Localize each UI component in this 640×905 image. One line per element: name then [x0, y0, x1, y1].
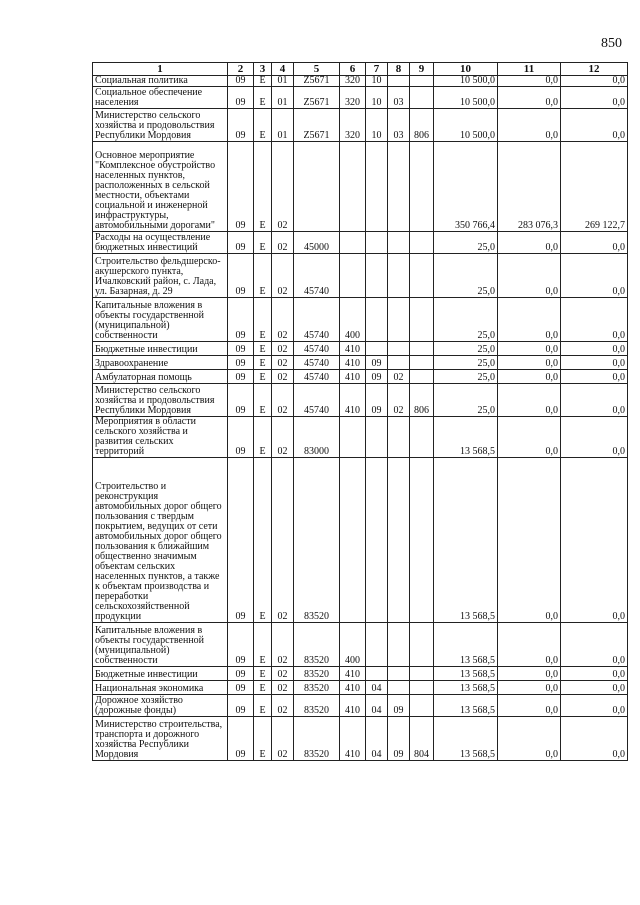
value-cell	[388, 298, 410, 342]
value-cell	[410, 458, 434, 623]
value-cell: 13 568,5	[434, 458, 498, 623]
value-cell: 0,0	[561, 356, 628, 370]
column-header: 9	[410, 63, 434, 76]
value-cell: 25,0	[434, 298, 498, 342]
table-row	[93, 109, 628, 142]
value-cell: 10 500,0	[434, 76, 498, 87]
value-cell: 0,0	[561, 384, 628, 417]
value-cell: 04	[366, 681, 388, 695]
value-cell	[366, 417, 388, 458]
row-name-cell: Бюджетные инвестиции	[93, 342, 228, 356]
value-cell: 45740	[294, 298, 340, 342]
value-cell: Е	[254, 458, 272, 623]
value-cell	[410, 232, 434, 254]
value-cell: 01	[272, 109, 294, 142]
value-cell: 320	[340, 87, 366, 109]
value-cell: 25,0	[434, 232, 498, 254]
value-cell	[366, 623, 388, 667]
value-cell: Е	[254, 109, 272, 142]
value-cell	[410, 370, 434, 384]
value-cell: 400	[340, 298, 366, 342]
value-cell	[340, 232, 366, 254]
value-cell: Z5671	[294, 87, 340, 109]
row-name-cell: Национальная экономика	[93, 681, 228, 695]
value-cell	[410, 142, 434, 232]
value-cell: 400	[340, 623, 366, 667]
value-cell	[388, 667, 410, 681]
value-cell: 0,0	[498, 370, 561, 384]
value-cell: 0,0	[498, 356, 561, 370]
row-name-cell: Здравоохранение	[93, 356, 228, 370]
value-cell: 0,0	[498, 87, 561, 109]
value-cell: 45740	[294, 254, 340, 298]
value-cell: 0,0	[561, 232, 628, 254]
value-cell: 320	[340, 109, 366, 142]
value-cell: 02	[272, 298, 294, 342]
column-header: 5	[294, 63, 340, 76]
value-cell: 410	[340, 681, 366, 695]
value-cell: 0,0	[561, 681, 628, 695]
value-cell: 03	[388, 109, 410, 142]
table-row	[93, 384, 628, 417]
value-cell: 83520	[294, 458, 340, 623]
value-cell: 25,0	[434, 254, 498, 298]
value-cell: 09	[228, 254, 254, 298]
value-cell	[388, 142, 410, 232]
value-cell: 02	[388, 370, 410, 384]
value-cell: 02	[272, 370, 294, 384]
value-cell: 09	[366, 384, 388, 417]
column-header: 8	[388, 63, 410, 76]
value-cell: 10	[366, 87, 388, 109]
value-cell: 02	[272, 342, 294, 356]
value-cell: 0,0	[498, 623, 561, 667]
table-body	[93, 76, 628, 761]
value-cell: 83520	[294, 623, 340, 667]
value-cell: 83000	[294, 417, 340, 458]
value-cell: 02	[272, 623, 294, 667]
value-cell: 0,0	[561, 695, 628, 717]
value-cell: 02	[272, 695, 294, 717]
value-cell: 09	[228, 142, 254, 232]
value-cell: 02	[272, 232, 294, 254]
column-header: 6	[340, 63, 366, 76]
value-cell: 0,0	[498, 458, 561, 623]
value-cell: Е	[254, 254, 272, 298]
value-cell: 83520	[294, 717, 340, 761]
budget-table	[92, 62, 628, 761]
value-cell	[410, 356, 434, 370]
value-cell: 25,0	[434, 384, 498, 417]
value-cell: 01	[272, 76, 294, 87]
value-cell: Е	[254, 717, 272, 761]
value-cell: 09	[228, 417, 254, 458]
table-row	[93, 681, 628, 695]
table-row	[93, 695, 628, 717]
value-cell: 410	[340, 667, 366, 681]
value-cell: 13 568,5	[434, 623, 498, 667]
value-cell: 09	[228, 76, 254, 87]
value-cell: 09	[228, 87, 254, 109]
value-cell	[366, 232, 388, 254]
value-cell: 0,0	[561, 370, 628, 384]
table-row	[93, 356, 628, 370]
value-cell: 04	[366, 695, 388, 717]
value-cell: 10 500,0	[434, 109, 498, 142]
table-row	[93, 667, 628, 681]
value-cell: 04	[366, 717, 388, 761]
value-cell: 09	[388, 695, 410, 717]
value-cell: 0,0	[561, 623, 628, 667]
value-cell: 410	[340, 342, 366, 356]
value-cell	[410, 254, 434, 298]
row-name-cell: Бюджетные инвестиции	[93, 667, 228, 681]
value-cell: 02	[272, 417, 294, 458]
value-cell: 0,0	[498, 298, 561, 342]
value-cell: 83520	[294, 681, 340, 695]
table-row	[93, 298, 628, 342]
value-cell: 09	[228, 109, 254, 142]
value-cell: 0,0	[498, 384, 561, 417]
value-cell: 09	[228, 342, 254, 356]
value-cell: 410	[340, 717, 366, 761]
value-cell: 804	[410, 717, 434, 761]
table-row	[93, 458, 628, 623]
value-cell: 0,0	[561, 417, 628, 458]
value-cell	[294, 142, 340, 232]
value-cell: Е	[254, 370, 272, 384]
value-cell: Е	[254, 384, 272, 417]
value-cell	[366, 254, 388, 298]
value-cell: 806	[410, 384, 434, 417]
value-cell: 02	[272, 142, 294, 232]
value-cell	[388, 417, 410, 458]
value-cell: 0,0	[561, 76, 628, 87]
value-cell: 269 122,7	[561, 142, 628, 232]
value-cell: 410	[340, 695, 366, 717]
value-cell: 02	[272, 254, 294, 298]
value-cell	[388, 681, 410, 695]
value-cell: Е	[254, 142, 272, 232]
value-cell	[340, 254, 366, 298]
row-name-cell: Мероприятия в области сельского хозяйства и развития сельских территорий	[93, 417, 228, 458]
value-cell: 0,0	[498, 232, 561, 254]
table-row	[93, 717, 628, 761]
value-cell: 0,0	[561, 109, 628, 142]
value-cell	[388, 232, 410, 254]
value-cell	[410, 667, 434, 681]
value-cell: Е	[254, 623, 272, 667]
value-cell: 13 568,5	[434, 695, 498, 717]
row-name-cell: Расходы на осуществление бюджетных инвестиций	[93, 232, 228, 254]
table-row	[93, 232, 628, 254]
value-cell: 02	[272, 356, 294, 370]
column-header: 1	[93, 63, 228, 76]
table-row	[93, 76, 628, 87]
table-row	[93, 87, 628, 109]
value-cell: 01	[272, 87, 294, 109]
value-cell: Z5671	[294, 76, 340, 87]
value-cell	[366, 298, 388, 342]
value-cell: 45740	[294, 356, 340, 370]
value-cell: 09	[228, 717, 254, 761]
value-cell: 09	[366, 370, 388, 384]
value-cell: 410	[340, 370, 366, 384]
value-cell: Е	[254, 232, 272, 254]
value-cell: 25,0	[434, 356, 498, 370]
value-cell	[410, 76, 434, 87]
row-name-cell: Капитальные вложения в объекты государственной (муниципальной) собственности	[93, 298, 228, 342]
row-name-cell: Министерство сельского хозяйства и продовольствия Республики Мордовия	[93, 109, 228, 142]
column-header: 12	[561, 63, 628, 76]
value-cell: 0,0	[561, 458, 628, 623]
value-cell: 09	[228, 384, 254, 417]
value-cell: Е	[254, 76, 272, 87]
row-name-cell: Министерство сельского хозяйства и продовольствия Республики Мордовия	[93, 384, 228, 417]
row-name-cell: Строительство и реконструкция автомобильных дорог общего пользования с твердым покрытием, ведущих от сети автомобильных дорог общего пользования к ближайшим общественно значимым объектам сельских населенных пунктов, а также к объектам производства и переработки сельскохозяйственной продукции	[93, 458, 228, 623]
row-name-cell: Социальное обеспечение населения	[93, 87, 228, 109]
value-cell	[410, 623, 434, 667]
value-cell	[340, 142, 366, 232]
value-cell: 0,0	[498, 695, 561, 717]
value-cell: 0,0	[498, 254, 561, 298]
value-cell: 09	[228, 681, 254, 695]
value-cell: 806	[410, 109, 434, 142]
value-cell: 0,0	[561, 298, 628, 342]
value-cell	[366, 667, 388, 681]
value-cell: Е	[254, 342, 272, 356]
table-row	[93, 142, 628, 232]
value-cell: 13 568,5	[434, 667, 498, 681]
value-cell: Е	[254, 298, 272, 342]
value-cell: 0,0	[498, 109, 561, 142]
row-name-cell: Министерство строительства, транспорта и дорожного хозяйства Республики Мордовия	[93, 717, 228, 761]
value-cell: Z5671	[294, 109, 340, 142]
value-cell: 02	[272, 667, 294, 681]
value-cell: 10	[366, 76, 388, 87]
value-cell	[410, 298, 434, 342]
value-cell: Е	[254, 417, 272, 458]
value-cell	[388, 254, 410, 298]
row-name-cell: Капитальные вложения в объекты государственной (муниципальной) собственности	[93, 623, 228, 667]
value-cell: 410	[340, 356, 366, 370]
value-cell: 09	[228, 232, 254, 254]
value-cell: 02	[272, 717, 294, 761]
value-cell	[410, 417, 434, 458]
value-cell: 83520	[294, 667, 340, 681]
value-cell: 410	[340, 384, 366, 417]
column-header: 3	[254, 63, 272, 76]
value-cell	[410, 342, 434, 356]
value-cell: 0,0	[498, 76, 561, 87]
value-cell: 10 500,0	[434, 87, 498, 109]
value-cell: Е	[254, 681, 272, 695]
value-cell: 0,0	[498, 667, 561, 681]
table-row	[93, 370, 628, 384]
value-cell: 02	[272, 458, 294, 623]
value-cell: 0,0	[498, 681, 561, 695]
value-cell	[340, 458, 366, 623]
column-header: 2	[228, 63, 254, 76]
value-cell	[366, 142, 388, 232]
column-header: 11	[498, 63, 561, 76]
value-cell: 10	[366, 109, 388, 142]
column-header: 7	[366, 63, 388, 76]
value-cell: 02	[388, 384, 410, 417]
value-cell	[388, 458, 410, 623]
value-cell: 09	[388, 717, 410, 761]
value-cell	[388, 623, 410, 667]
table-row	[93, 342, 628, 356]
row-name-cell: Социальная политика	[93, 76, 228, 87]
value-cell: 45740	[294, 370, 340, 384]
value-cell: 0,0	[498, 717, 561, 761]
column-header: 4	[272, 63, 294, 76]
value-cell: 283 076,3	[498, 142, 561, 232]
value-cell: 0,0	[561, 717, 628, 761]
value-cell	[366, 342, 388, 356]
value-cell	[410, 695, 434, 717]
value-cell: Е	[254, 667, 272, 681]
value-cell: Е	[254, 87, 272, 109]
value-cell: 13 568,5	[434, 681, 498, 695]
row-name-cell: Основное мероприятие "Комплексное обустройство населенных пунктов, расположенных в сельской местности, объектами социальной и инженерной инфраструктуры, автомобильными дорогами"	[93, 142, 228, 232]
value-cell	[366, 458, 388, 623]
value-cell	[340, 417, 366, 458]
value-cell	[388, 356, 410, 370]
value-cell: 0,0	[561, 87, 628, 109]
value-cell: 09	[228, 695, 254, 717]
value-cell	[388, 342, 410, 356]
header-row	[93, 63, 628, 76]
value-cell: 0,0	[561, 342, 628, 356]
row-name-cell: Дорожное хозяйство (дорожные фонды)	[93, 695, 228, 717]
value-cell: 09	[228, 623, 254, 667]
value-cell	[388, 76, 410, 87]
value-cell: 320	[340, 76, 366, 87]
value-cell: 09	[228, 667, 254, 681]
value-cell	[410, 681, 434, 695]
table-row	[93, 417, 628, 458]
value-cell	[410, 87, 434, 109]
value-cell: 25,0	[434, 370, 498, 384]
value-cell: 350 766,4	[434, 142, 498, 232]
value-cell: 09	[366, 356, 388, 370]
value-cell: 0,0	[498, 342, 561, 356]
column-header: 10	[434, 63, 498, 76]
value-cell: 09	[228, 458, 254, 623]
value-cell: 25,0	[434, 342, 498, 356]
value-cell: 09	[228, 356, 254, 370]
value-cell: 02	[272, 384, 294, 417]
value-cell: 13 568,5	[434, 417, 498, 458]
table-row	[93, 254, 628, 298]
value-cell: 09	[228, 298, 254, 342]
value-cell: 0,0	[561, 254, 628, 298]
value-cell: 02	[272, 681, 294, 695]
value-cell: 13 568,5	[434, 717, 498, 761]
value-cell: 45000	[294, 232, 340, 254]
value-cell: Е	[254, 695, 272, 717]
value-cell: 0,0	[561, 667, 628, 681]
page-number: 850	[601, 36, 622, 51]
value-cell: 45740	[294, 342, 340, 356]
row-name-cell: Строительство фельдшерско- акушерского пункта, Ичалковский район, с. Лада, ул. Базарная, д. 29	[93, 254, 228, 298]
value-cell: 83520	[294, 695, 340, 717]
value-cell: 03	[388, 87, 410, 109]
value-cell: 45740	[294, 384, 340, 417]
value-cell: 09	[228, 370, 254, 384]
value-cell: 0,0	[498, 417, 561, 458]
table-row	[93, 623, 628, 667]
value-cell: Е	[254, 356, 272, 370]
row-name-cell: Амбулаторная помощь	[93, 370, 228, 384]
